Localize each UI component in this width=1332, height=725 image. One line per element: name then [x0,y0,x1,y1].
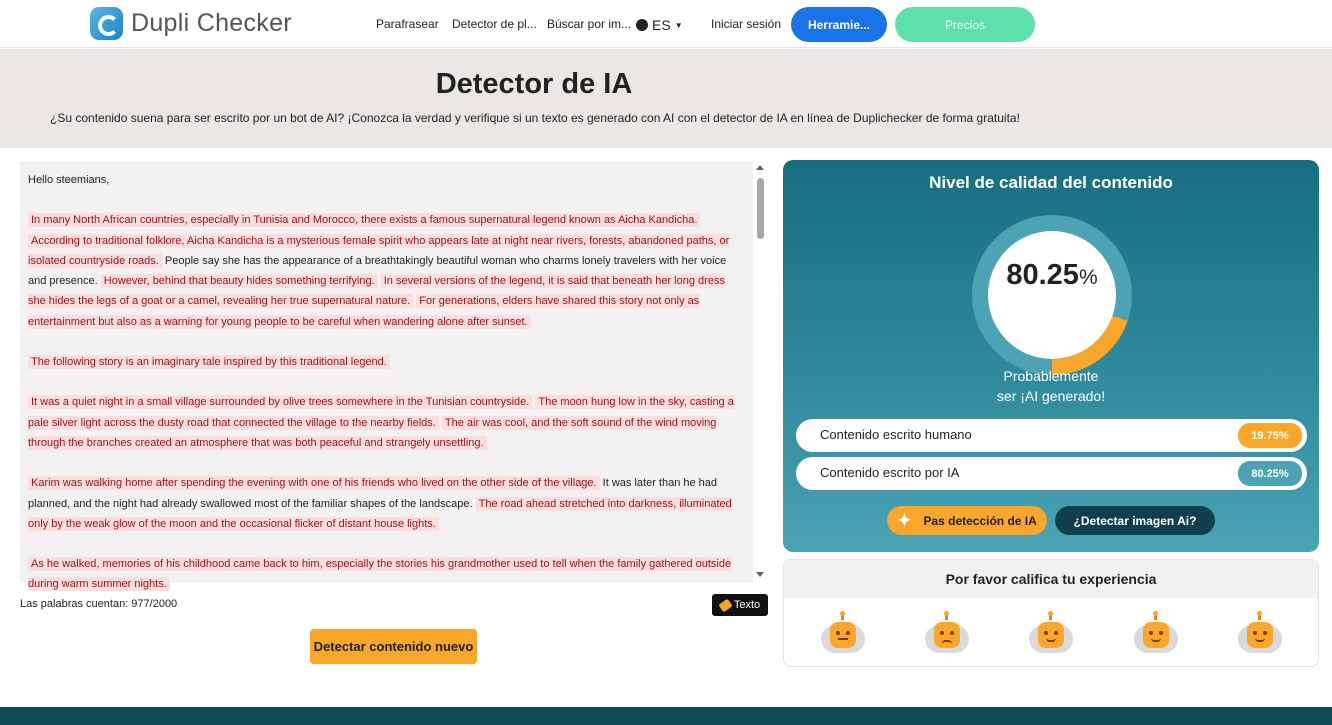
verdict-line-2: ser ¡AI generado! [996,388,1106,404]
human-content-percentage: 19.75% [1238,423,1302,448]
verdict-line-1: Probablemente [1003,368,1099,384]
text-input-area[interactable] [20,161,753,591]
score-gauge [971,214,1133,376]
top-navigation [0,0,1332,48]
ai-highlighted-sentence: In several versions of the legend, it is said that beneath her long dress she hides the legs of a goat or a camel, revealing her true supernatural nature. [28,275,725,308]
neutral-robot-icon[interactable] [1029,614,1073,654]
ai-highlighted-sentence: The following story is an imaginary tale inspired by this traditional legend. [28,355,390,369]
pass-ai-detection-label: Pas detección de IA [923,513,1037,528]
ai-highlighted-sentence: In many North African countries, especially in Tunisia and Morocco, there exists a famous supernatural legend known as Aicha Kandicha. [28,213,700,227]
globe-icon [636,19,648,31]
dupli-checker-logo[interactable] [90,6,292,40]
text-paragraph [28,352,745,372]
result-title: Nivel de calidad del contenido [929,173,1173,192]
eraser-icon [718,598,732,612]
text-paragraph [28,210,745,332]
score-number: 80.25 [1006,259,1079,291]
text-paragraph [28,473,745,534]
happy-robot-icon[interactable] [1134,614,1178,654]
ai-highlighted-sentence: As he walked, memories of his childhood came back to him, especially the stories his grandmother used to tell when the family gathered outside during warm summer nights. [28,558,732,591]
pass-ai-detection-button[interactable] [887,506,1047,535]
chevron-down-icon: ▼ [674,20,683,30]
ai-highlighted-sentence: The air was cool, and the soft sound of the wind moving through the branches created an atmosphere that was both peaceful and strangely unsettling. [28,416,717,449]
sparkle-icon: ✦ [897,511,912,530]
ai-highlighted-sentence: It was a quiet night in a small village surrounded by olive trees somewhere in the Tunisian countryside. [28,395,532,409]
human-content-label: Contenido escrito humano [820,427,972,442]
language-code: ES [652,17,671,33]
text-paragraph [28,392,745,453]
text-button-label: Texto [733,599,761,611]
tools-button[interactable]: Herramie... [791,7,887,42]
text-scrollbar[interactable] [753,161,768,583]
angry-robot-icon[interactable] [821,614,865,654]
result-card [783,160,1319,552]
ai-content-percentage: 80.25% [1238,461,1302,486]
footer-bar [0,707,1332,725]
logo-icon [90,7,123,40]
score-value [971,259,1133,292]
human-sentence: It was later than he had planned, and the night had already swallowed most of the familiar shapes of the landscape. [28,477,718,510]
ai-highlighted-sentence: However, behind that beauty hides something terrifying. [101,274,378,288]
page-subtitle: ¿Su contenido suena para ser escrito por un bot de AI? ¡Conozca la verdad y verifique si un texto es generado con AI con el detector de IA en línea de Duplichecker de forma gratuita! [50,111,1020,125]
nav-link-paraphrase[interactable]: Parafrasear [376,17,439,31]
scroll-down-arrow-icon[interactable] [756,572,764,577]
text-paragraph [28,170,745,190]
nav-link-plagiarism-detector[interactable]: Detector de pl... [452,17,537,31]
scroll-thumb[interactable] [757,178,764,239]
text-paragraph [28,554,745,595]
love-robot-icon[interactable] [1238,614,1282,654]
ai-content-label: Contenido escrito por IA [820,465,960,480]
gauge-center [988,231,1116,359]
human-content-row [796,419,1307,452]
page-title: Detector de IA [435,68,633,100]
login-link[interactable]: Iniciar sesión [711,17,782,31]
verdict-text [783,366,1319,406]
rating-title: Por favor califica tu experiencia [784,560,1318,598]
ai-content-row [796,457,1307,490]
ai-highlighted-sentence: The moon hung low in the sky, casting a pale silver light across the dusty road that connected the village to the nearby fields. [28,396,734,429]
rating-card [783,559,1319,667]
ai-highlighted-sentence: For generations, elders have shared this story not only as entertainment but also as a warning for young people to be careful when wandering alone after sunset. [28,295,700,328]
human-sentence: Hello steemians, [28,174,110,186]
language-selector[interactable] [636,17,683,33]
nav-link-image-search[interactable]: Búscar por im... [547,17,632,31]
ai-highlighted-sentence: According to traditional folklore, Aicha Kandicha is a mysterious female spirit who appears late at night near rivers, forests, abandoned paths, or isolated countryside roads. [28,234,730,267]
ai-highlighted-sentence: The road ahead stretched into darkness, illuminated only by the weak glow of the moon and the occasional flicker of distant house lights. [28,497,732,530]
scroll-up-arrow-icon[interactable] [756,165,764,170]
sad-robot-icon[interactable] [925,614,969,654]
hero-section [0,49,1332,148]
human-sentence: People say she has the appearance of a breathtakingly beautiful woman who charms lonely travelers with her voice and presence. [28,254,727,288]
score-unit: % [1078,266,1098,289]
text-button[interactable] [712,594,768,616]
detect-ai-image-button[interactable]: ¿Detectar imagen Ai? [1055,506,1215,535]
detect-new-content-button[interactable]: Detectar contenido nuevo [310,629,477,664]
prices-button[interactable]: Precios [895,7,1035,42]
ai-highlighted-sentence: Karim was walking home after spending the evening with one of his friends who lived on the other side of the village. [28,476,600,490]
word-count: Las palabras cuentan: 977/2000 [20,598,178,610]
logo-text: Dupli Checker [131,8,292,37]
